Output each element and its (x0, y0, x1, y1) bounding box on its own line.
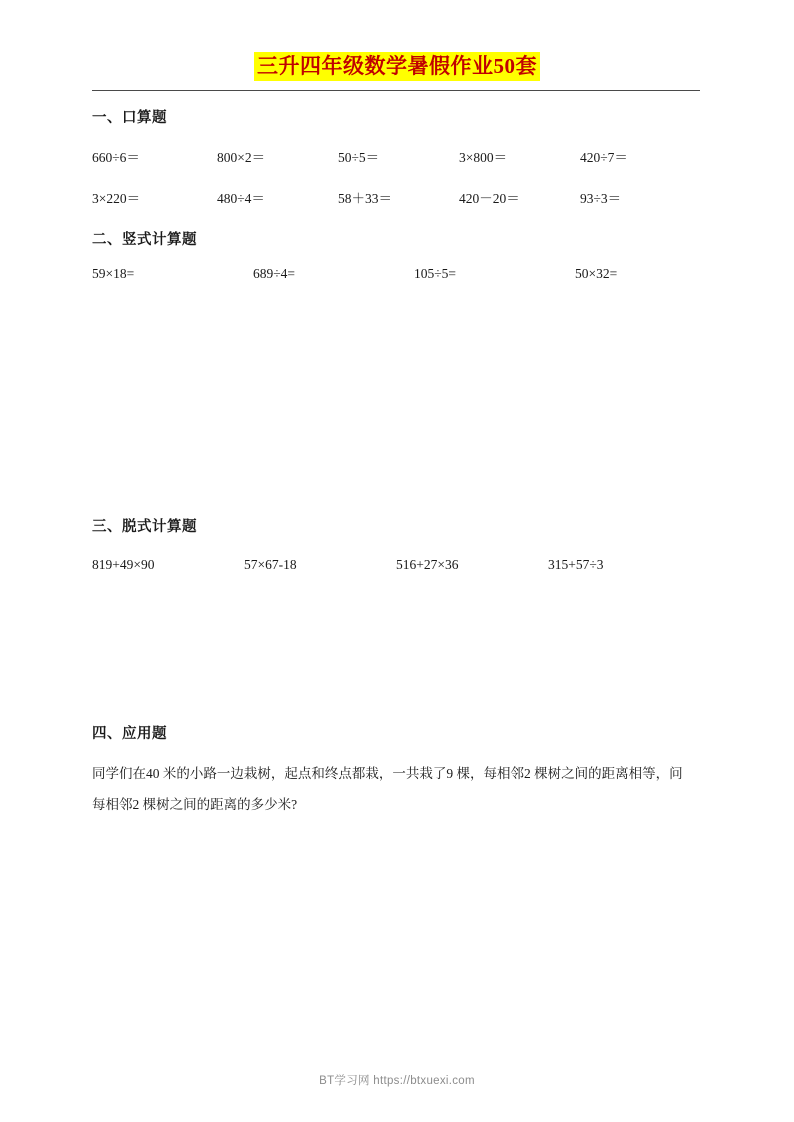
footer-watermark: BT学习网 https://btxuexi.com (319, 1075, 475, 1087)
title-divider (92, 90, 700, 91)
oral-item: 93÷3＝ (580, 191, 622, 206)
oral-item: 3×800＝ (459, 150, 508, 165)
application-problem-text: 同学们在40 米的小路一边栽树，起点和终点都栽，一共栽了9 棵，每相邻2 棵树之间的距离相等，问每相邻2 棵树之间的距离的多少米? (92, 766, 683, 812)
section-heading-tuoshi: 三、脱式计算题 (92, 519, 197, 535)
vertical-item: 105÷5= (414, 266, 457, 281)
vertical-item: 50×32= (575, 266, 618, 281)
oral-item: 3×220＝ (92, 191, 141, 206)
page-title: 三升四年级数学暑假作业50套 (254, 52, 540, 81)
oral-item: 420－20＝ (459, 191, 520, 206)
oral-item: 50÷5＝ (338, 150, 380, 165)
oral-row-1 (92, 146, 700, 166)
tuoshi-item: 516+27×36 (396, 557, 459, 572)
section-heading-oral: 一、口算题 (92, 110, 167, 126)
oral-item: 58＋33＝ (338, 191, 392, 206)
tuoshi-row-1 (92, 557, 700, 573)
vertical-item: 59×18= (92, 266, 135, 281)
tuoshi-item: 315+57÷3 (548, 557, 604, 572)
section-heading-vertical: 二、竖式计算题 (92, 232, 197, 248)
oral-item: 660÷6＝ (92, 150, 140, 165)
oral-row-2 (92, 187, 700, 207)
oral-item: 480÷4＝ (217, 191, 265, 206)
page-title-container (0, 52, 794, 81)
tuoshi-item: 819+49×90 (92, 557, 155, 572)
tuoshi-item: 57×67-18 (244, 557, 297, 572)
vertical-row-1 (92, 266, 700, 282)
oral-item: 420÷7＝ (580, 150, 628, 165)
vertical-item: 689÷4= (253, 266, 296, 281)
oral-item: 800×2＝ (217, 150, 266, 165)
section-heading-application: 四、应用题 (92, 726, 167, 742)
